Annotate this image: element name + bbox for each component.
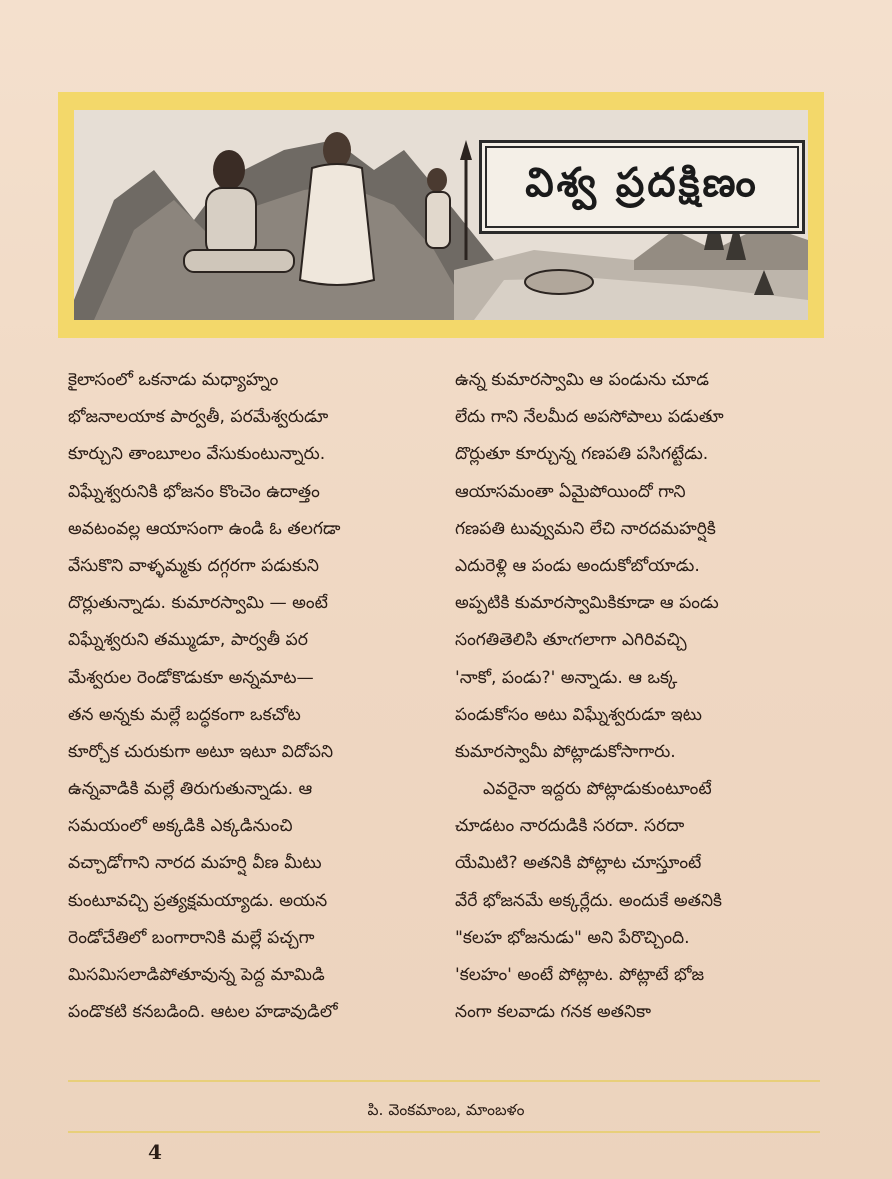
text-line: ఉన్నవాడికి మల్లే తిరుగుతున్నాడు. ఆ (68, 779, 313, 800)
left-text-column (68, 362, 453, 1031)
text-line: కైలాసంలో ఒకనాడు మధ్యాహ్నం (68, 370, 279, 390)
text-line: చూడటం నారదుడికి సరదా. సరదా (455, 816, 685, 837)
text-line: లేదు గాని నేలమీద అపసోపాలు పడుతూ (455, 407, 724, 428)
text-line: "కలహ భోజనుడు" అని పేరొచ్చింది. (455, 927, 690, 948)
text-line: రెండోచేతిలో బంగారానికి మల్లే పచ్చగా (68, 927, 315, 948)
text-line: గణపతి టువ్వుమని లేచి నారదమహర్షికి (455, 518, 716, 539)
header-banner (58, 92, 824, 338)
footer-rule-top (68, 1080, 820, 1082)
right-text-column (455, 362, 840, 1031)
text-line: కుమారస్వామీ పోట్లాడుకోసాగారు. (455, 741, 676, 762)
text-line: విఘ్నేశ్వరునికి భోజనం కొంచెం ఉదాత్తం (68, 481, 320, 502)
text-line: సంగతితెలిసి తూఁగలాగా ఎగిరివచ్చి (455, 630, 687, 651)
text-line: ఉన్న కుమారస్వామి ఆ పండును చూడ (455, 370, 709, 390)
text-line: మిసమిసలాడిపోతూవున్న పెద్ద మామిడి (68, 965, 325, 985)
text-line: దొర్లుతున్నాడు. కుమారస్వామి — అంటే (68, 593, 328, 614)
text-line: 'నాకో, పండు?' అన్నాడు. ఆ ఒక్క (455, 667, 678, 688)
text-line: పండుకోసం అటు విఘ్నేశ్వరుడూ ఇటు (455, 704, 702, 725)
text-line: దొర్లుతూ కూర్చున్న గణపతి పసిగట్టేడు. (455, 444, 709, 465)
page-number: 4 (148, 1140, 162, 1164)
text-line: ఆయాసమంతా ఏమైపోయిందో గాని (455, 481, 686, 502)
text-line: కూర్చోక చురుకుగా అటూ ఇటూ విదోపని (68, 741, 334, 762)
text-line: కుంటూవచ్చి ప్రత్యక్షమయ్యాడు. అయన (68, 890, 328, 911)
text-line: సమయంలో అక్కడికి ఎక్కడినుంచి (68, 816, 293, 837)
story-title: విశ్వ ప్రదక్షిణం (525, 158, 759, 206)
text-line: వేరే భోజనమే అక్కర్లేదు. అందుకే అతనికి (455, 890, 722, 911)
text-line: భోజనాలయాక పార్వతీ, పరమేశ్వరుడూ (68, 407, 329, 428)
text-line: ఎవరైనా ఇద్దరు పోట్లాడుకుంటూంటే (483, 779, 712, 800)
footer-rule-bottom (68, 1131, 820, 1133)
header-illustration (74, 110, 808, 320)
text-line: కూర్చుని తాంబూలం వేసుకుంటున్నారు. (68, 444, 326, 465)
text-line: విఘ్నేశ్వరుని తమ్ముడూ, పార్వతీ పర (68, 630, 308, 651)
text-line: యేమిటి? అతనికి పోట్లాట చూస్తూంటే (455, 853, 702, 874)
text-line: వచ్చాడోగాని నారద మహర్షి వీణ మీటు (68, 853, 322, 874)
text-line: మేశ్వరుల రెండోకొడుకూ అన్నమాట— (68, 667, 314, 688)
illustration-credit: పి. వెంకమాంబ, మాంబళం (367, 1101, 525, 1119)
text-line: పండొకటి కనబడింది. ఆటల హడావుడిలో (68, 1002, 338, 1023)
text-line: అవటంవల్ల ఆయాసంగా ఉండి ఓ తలగడా (68, 518, 341, 539)
text-line: ఎదురెళ్లి ఆ పండు అందుకోబోయాడు. (455, 555, 700, 576)
title-panel (479, 140, 805, 234)
text-line: 'కలహం' అంటే పోట్లాట. పోట్లాటే భోజ (455, 965, 705, 985)
text-line: నంగా కలవాడు గనక అతనికా (455, 1002, 651, 1023)
text-line: వేసుకొని వాళ్ళమ్మకు దగ్గరగా పడుకుని (68, 555, 319, 576)
text-line: అప్పటికి కుమారస్వామికికూడా ఆ పండు (455, 593, 719, 614)
text-line: తన అన్నకు మల్లే బద్ధకంగా ఒకచోట (68, 704, 301, 725)
